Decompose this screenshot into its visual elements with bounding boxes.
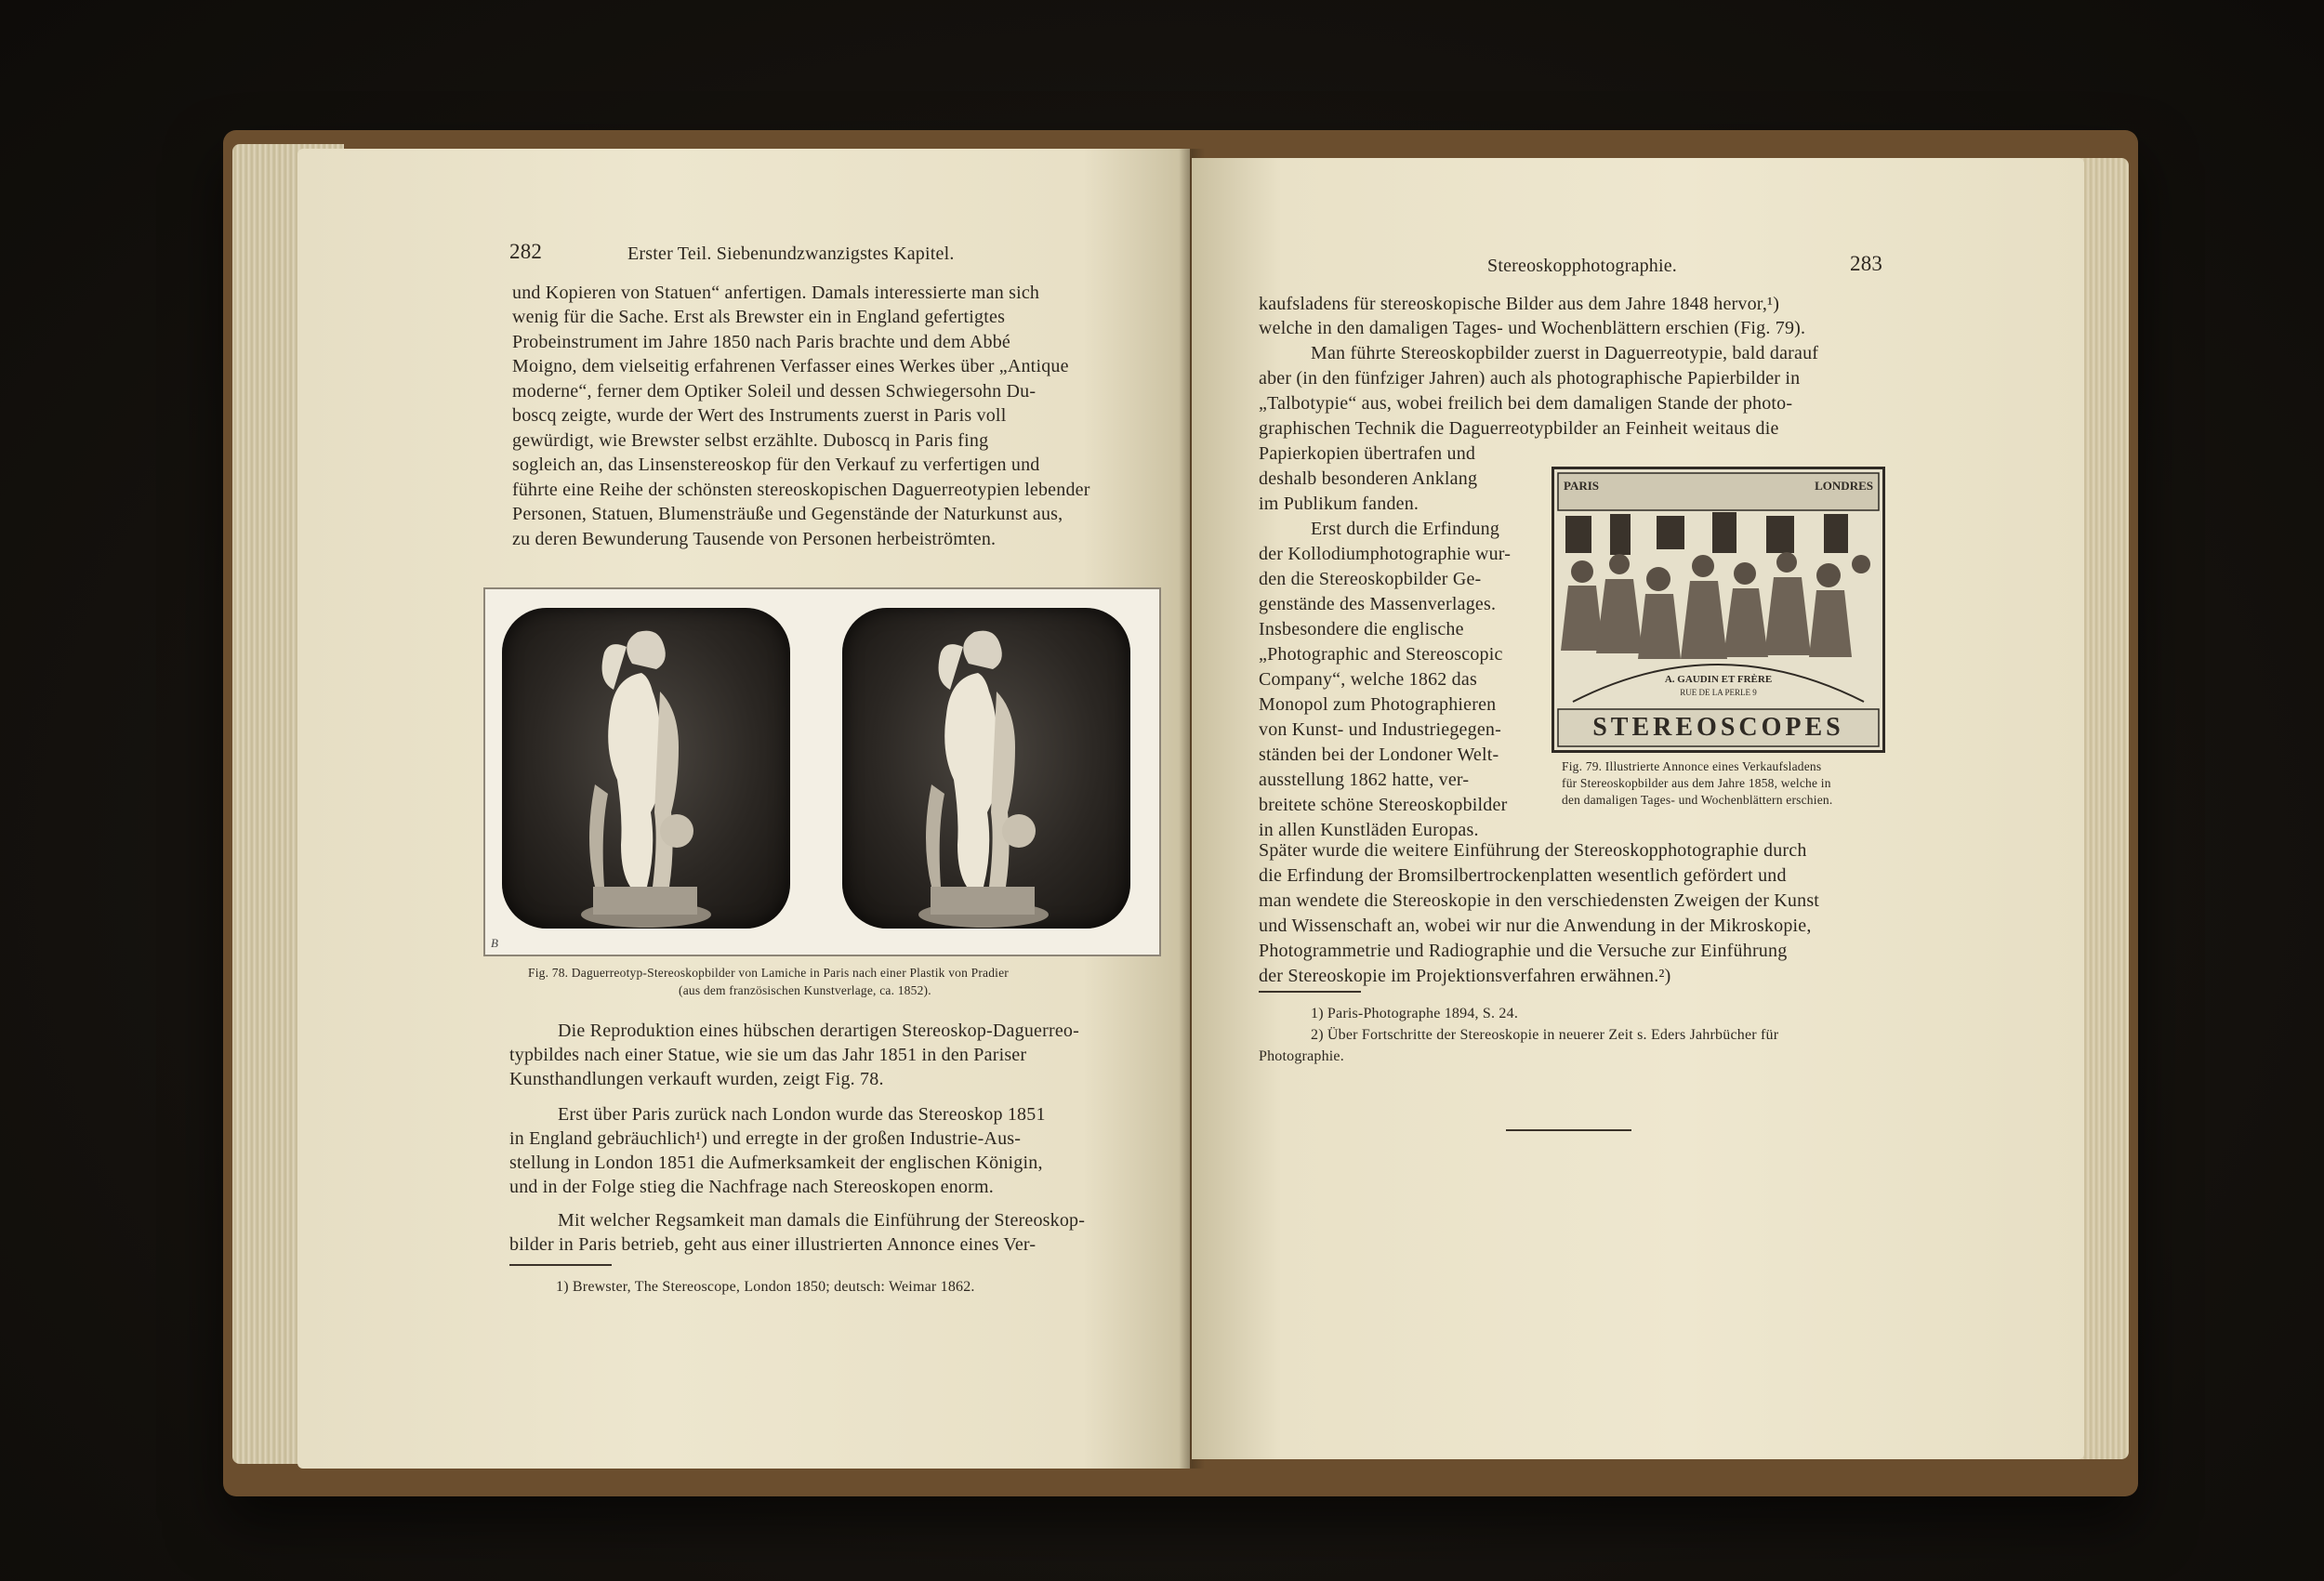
- text-line: im Publikum fanden.: [1259, 494, 1419, 514]
- text-line: Erst über Paris zurück nach London wurde das Stereoskop 1851: [558, 1104, 1046, 1125]
- text-line: die Erfindung der Bromsilbertrockenplatten wesentlich gefördert und: [1259, 865, 1787, 886]
- text-line: und Kopieren von Statuen“ anfertigen. Damals interessierte man sich: [512, 283, 1040, 303]
- left-footnote: 1) Brewster, The Stereoscope, London 1850; deutsch: Weimar 1862.: [556, 1279, 975, 1295]
- footnote-rule: [1259, 991, 1361, 993]
- text-line: sogleich an, das Linsenstereoskop für den Verkauf zu verfertigen und: [512, 455, 1040, 475]
- text-line: man wendete die Stereoskopie in den verschiedensten Zweigen der Kunst: [1259, 890, 1820, 911]
- footnote-rule: [509, 1264, 612, 1266]
- statue-illustration: [842, 608, 1130, 929]
- text-line: „Talbotypie“ aus, wobei freilich bei dem damaligen Stande der photo-: [1259, 393, 1793, 414]
- text-line: breitete schöne Stereoskopbilder: [1259, 795, 1508, 815]
- text-line: wenig für die Sache. Erst als Brewster ein in England gefertigtes: [512, 307, 1006, 327]
- figure-79-caption: für Stereoskopbilder aus dem Jahre 1858, welche in: [1562, 776, 1831, 790]
- text-line: aber (in den fünfziger Jahren) auch als photographische Papierbilder in: [1259, 368, 1801, 389]
- text-line: in England gebräuchlich¹) und erregte in der großen Industrie-Aus-: [509, 1128, 1022, 1149]
- text-line: boscq zeigte, wurde der Wert des Instruments zuerst in Paris voll: [512, 405, 1007, 426]
- left-page-number: 282: [509, 240, 543, 263]
- text-line: und in der Folge stieg die Nachfrage nach Stereoskopen enorm.: [509, 1177, 994, 1197]
- text-line: Die Reproduktion eines hübschen derartigen Stereoskop-Daguerreo-: [558, 1021, 1079, 1041]
- text-line: „Photographic and Stereoscopic: [1259, 644, 1503, 665]
- text-line: Mit welcher Regsamkeit man damals die Einführung der Stereoskop-: [558, 1210, 1086, 1231]
- text-line: der Kollodiumphotographie wur-: [1259, 544, 1512, 564]
- stereo-daguerreotype-figure: [483, 587, 1161, 956]
- text-line: Papierkopien übertrafen und: [1259, 443, 1476, 464]
- right-running-head: Stereoskopphotographie.: [1487, 256, 1678, 276]
- text-line: bilder in Paris betrieb, geht aus einer illustrierten Annonce eines Ver-: [509, 1234, 1037, 1255]
- text-line: kaufsladens für stereoskopische Bilder aus dem Jahre 1848 hervor,¹): [1259, 294, 1780, 314]
- right-page-number: 283: [1850, 252, 1883, 275]
- right-footnote: 1) Paris-Photographe 1894, S. 24.: [1311, 1006, 1519, 1021]
- text-line: in allen Kunstläden Europas.: [1259, 820, 1479, 840]
- plate-signature-mark: B: [491, 936, 498, 950]
- text-line: den die Stereoskopbilder Ge-: [1259, 569, 1482, 589]
- text-line: von Kunst- und Industriegegen-: [1259, 719, 1501, 740]
- text-line: Moigno, dem vielseitig erfahrenen Verfasser eines Werkes über „Antique: [512, 356, 1069, 376]
- text-line: genstände des Massenverlages.: [1259, 594, 1497, 614]
- text-line: Personen, Statuen, Blumensträuße und Gegenstände der Naturkunst aus,: [512, 504, 1063, 524]
- ad-banner: STEREOSCOPES: [1592, 713, 1844, 742]
- text-line: ausstellung 1862 hatte, ver-: [1259, 770, 1470, 790]
- figure-78-caption: Fig. 78. Daguerreotyp-Stereoskopbilder von Lamiche in Paris nach einer Plastik von Pradier: [528, 966, 1010, 980]
- left-running-head: Erster Teil. Siebenundzwanzigstes Kapitel.: [627, 244, 955, 264]
- text-line: Insbesondere die englische: [1259, 619, 1464, 639]
- stereo-image-right: [842, 608, 1130, 929]
- text-line: Man führte Stereoskopbilder zuerst in Daguerreotypie, bald darauf: [1311, 343, 1819, 363]
- ad-maker: A. GAUDIN ET FRÈRE: [1664, 674, 1773, 685]
- text-line: gewürdigt, wie Brewster selbst erzählte. Duboscq in Paris fing: [512, 430, 989, 451]
- text-line: und Wissenschaft an, wobei wir nur die Anwendung in der Mikroskopie,: [1259, 916, 1812, 936]
- text-line: ständen bei der Londoner Welt-: [1259, 744, 1499, 765]
- figure-79-caption: den damaligen Tages- und Wochenblättern erschien.: [1562, 793, 1833, 807]
- text-line: typbildes nach einer Statue, wie sie um das Jahr 1851 in den Pariser: [509, 1045, 1027, 1065]
- end-rule: [1506, 1129, 1631, 1131]
- text-line: der Stereoskopie im Projektionsverfahren erwähnen.²): [1259, 966, 1671, 986]
- statue-illustration: [502, 608, 790, 929]
- text-line: deshalb besonderen Anklang: [1259, 468, 1478, 489]
- text-line: Kunsthandlungen verkauft wurden, zeigt Fig. 78.: [509, 1069, 884, 1089]
- figure-78-caption: (aus dem französischen Kunstverlage, ca. 1852).: [679, 983, 931, 997]
- stereoscope-advertisement-figure: [1552, 467, 1885, 753]
- ad-city-left: PARIS: [1564, 479, 1600, 493]
- text-line: Erst durch die Erfindung: [1311, 519, 1500, 539]
- stereo-image-left: [502, 608, 790, 929]
- text-line: Company“, welche 1862 das: [1259, 669, 1477, 690]
- text-line: zu deren Bewunderung Tausende von Personen herbeiströmten.: [512, 529, 997, 549]
- ad-address: RUE DE LA PERLE 9: [1680, 688, 1757, 697]
- right-footnote: Photographie.: [1259, 1048, 1344, 1064]
- advertisement-engraving: [1554, 469, 1882, 750]
- text-line: moderne“, ferner dem Optiker Soleil und dessen Schwiegersohn Du-: [512, 381, 1037, 402]
- text-line: Später wurde die weitere Einführung der Stereoskopphotographie durch: [1259, 840, 1807, 861]
- text-line: führte eine Reihe der schönsten stereoskopischen Daguerreotypien lebender: [512, 480, 1090, 500]
- text-line: Monopol zum Photographieren: [1259, 694, 1497, 715]
- text-line: Photogrammetrie und Radiographie und die Versuche zur Einführung: [1259, 941, 1788, 961]
- right-footnote: 2) Über Fortschritte der Stereoskopie in neuerer Zeit s. Eders Jahrbücher für: [1311, 1027, 1779, 1043]
- text-line: stellung in London 1851 die Aufmerksamkeit der englischen Königin,: [509, 1153, 1043, 1173]
- figure-79-caption: Fig. 79. Illustrierte Annonce eines Verkaufsladens: [1562, 759, 1822, 773]
- ad-city-right: LONDRES: [1815, 479, 1873, 493]
- text-line: graphischen Technik die Daguerreotypbilder an Feinheit weitaus die: [1259, 418, 1779, 439]
- text-line: Probeinstrument im Jahre 1850 nach Paris brachte und dem Abbé: [512, 332, 1010, 352]
- text-line: welche in den damaligen Tages- und Wochenblättern erschien (Fig. 79).: [1259, 318, 1806, 338]
